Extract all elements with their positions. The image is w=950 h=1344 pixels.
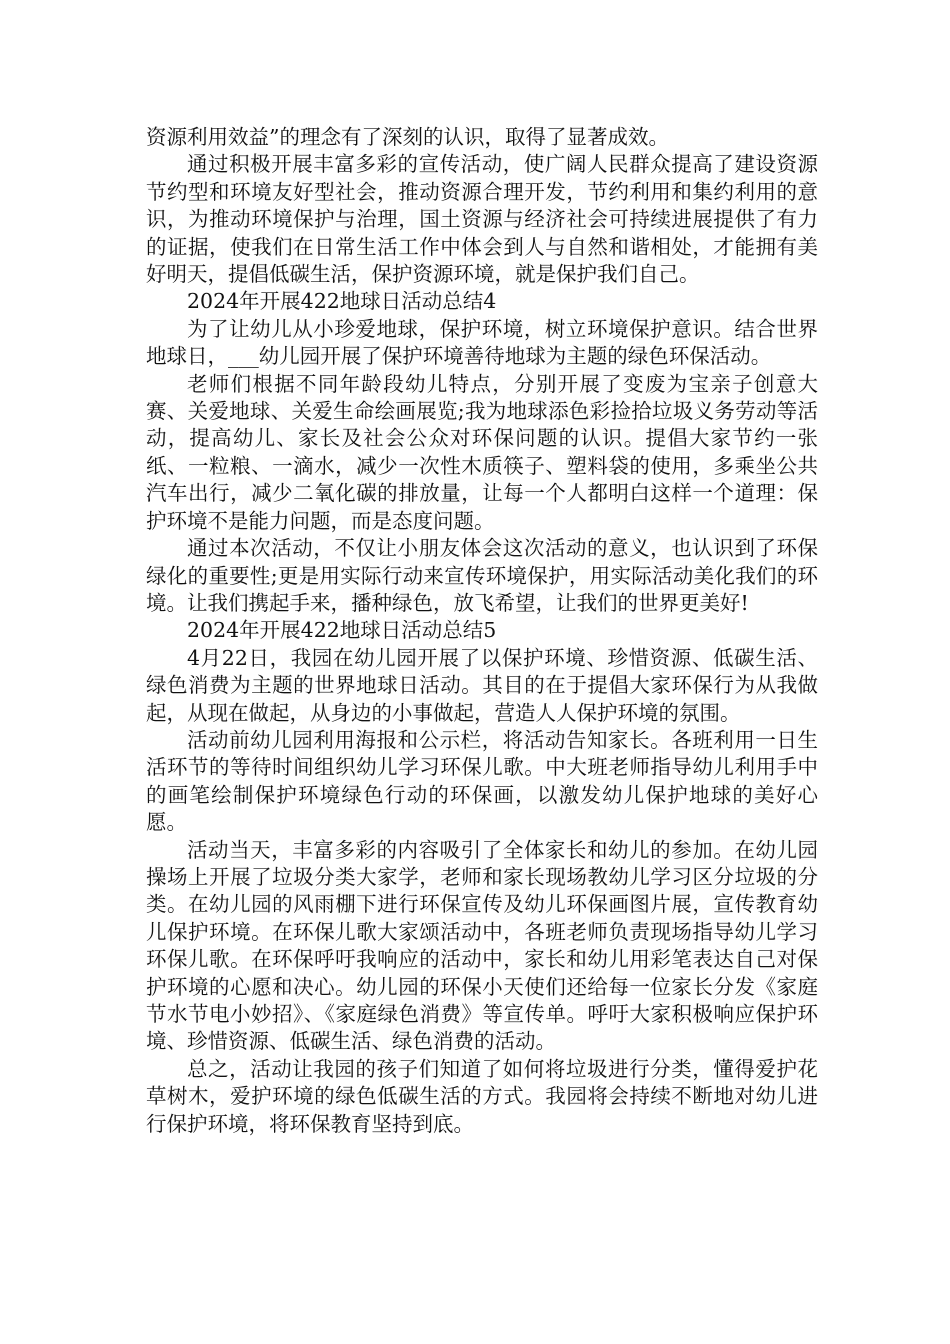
paragraph-summary-4-conclusion: 通过本次活动，不仅让小朋友体会这次活动的意义，也认识到了环保绿化的重要性;更是用实际行动来宣传环境保护，用实际活动美化我们的环境。让我们携起手来，播种绿色，放飞希望，让我们的世界更美好! xyxy=(146,536,818,615)
paragraph-summary-5-intro: 4月22日，我园在幼儿园开展了以保护环境、珍惜资源、低碳生活、绿色消费为主题的世界地球日活动。其目的在于提倡大家环保行为从我做起，从现在做起，从身边的小事做起，营造人人保护环境的氛围。 xyxy=(146,645,818,725)
paragraph-summary-5-event-day: 活动当天，丰富多彩的内容吸引了全体家长和幼儿的参加。在幼儿园操场上开展了垃圾分类大家学，老师和家长现场教幼儿学习区分垃圾的分类。在幼儿园的风雨棚下进行环保宣传及幼儿环保画图片展，宣传教育幼儿保护环境。在环保儿歌大家颂活动中，各班老师负责现场指导幼儿学习环保儿歌。在环保呼吁我响应的活动中，家长和幼儿用彩笔表达自己对保护环境的心愿和决心。幼儿园的环保小天使们还给每一位家长分发《家庭节水节电小妙招》、《家庭绿色消费》等宣传单。呼吁大家积极响应保护环境、珍惜资源、低碳生活、绿色消费的活动。 xyxy=(146,837,818,1054)
section-heading-summary-5: 2024年开展422地球日活动总结5 xyxy=(187,618,497,643)
paragraph-summary-4-intro: 为了让幼儿从小珍爱地球，保护环境，树立环境保护意识。结合世界地球日，___幼儿园开展了保护环境善待地球为主题的绿色环保活动。 xyxy=(146,316,818,369)
paragraph-summary-5-preparation: 活动前幼儿园利用海报和公示栏，将活动告知家长。各班利用一日生活环节的等待时间组织幼儿学习环保儿歌。中大班老师指导幼儿利用手中的画笔绘制保护环境绿色行动的环保画，以激发幼儿保护地球的美好心愿。 xyxy=(146,727,818,835)
paragraph-summary-4-activities: 老师们根据不同年龄段幼儿特点，分别开展了变废为宝亲子创意大赛、关爱地球、关爱生命绘画展览;我为地球添色彩捡拾垃圾义务劳动等活动，提高幼儿、家长及社会公众对环保问题的认识。提倡大家节约一张纸、一粒粮、一滴水，减少一次性木质筷子、塑料袋的使用，多乘坐公共汽车出行，减少二氧化碳的排放量，让每一个人都明白这样一个道理：保护环境不是能力问题，而是态度问题。 xyxy=(146,371,818,533)
document-body xyxy=(146,124,818,1138)
paragraph-publicity-results: 通过积极开展丰富多彩的宣传活动，使广阔人民群众提高了建设资源节约型和环境友好型社会，推动资源合理开发，节约利用和集约利用的意识，为推动环境保护与治理，国土资源与经济社会可持续进展提供了有力的证据，使我们在日常生活工作中体会到人与自然和谐相处，才能拥有美好明天，提倡低碳生活，保护资源环境，就是保护我们自己。 xyxy=(146,152,818,287)
paragraph-summary-5-conclusion: 总之，活动让我园的孩子们知道了如何将垃圾进行分类，懂得爱护花草树木，爱护环境的绿色低碳生活的方式。我园将会持续不断地对幼儿进行保护环境，将环保教育坚持到底。 xyxy=(146,1056,818,1136)
paragraph-continuation: 资源利用效益”的理念有了深刻的认识，取得了显著成效。 xyxy=(146,125,669,149)
section-heading-summary-4: 2024年开展422地球日活动总结4 xyxy=(187,289,497,314)
